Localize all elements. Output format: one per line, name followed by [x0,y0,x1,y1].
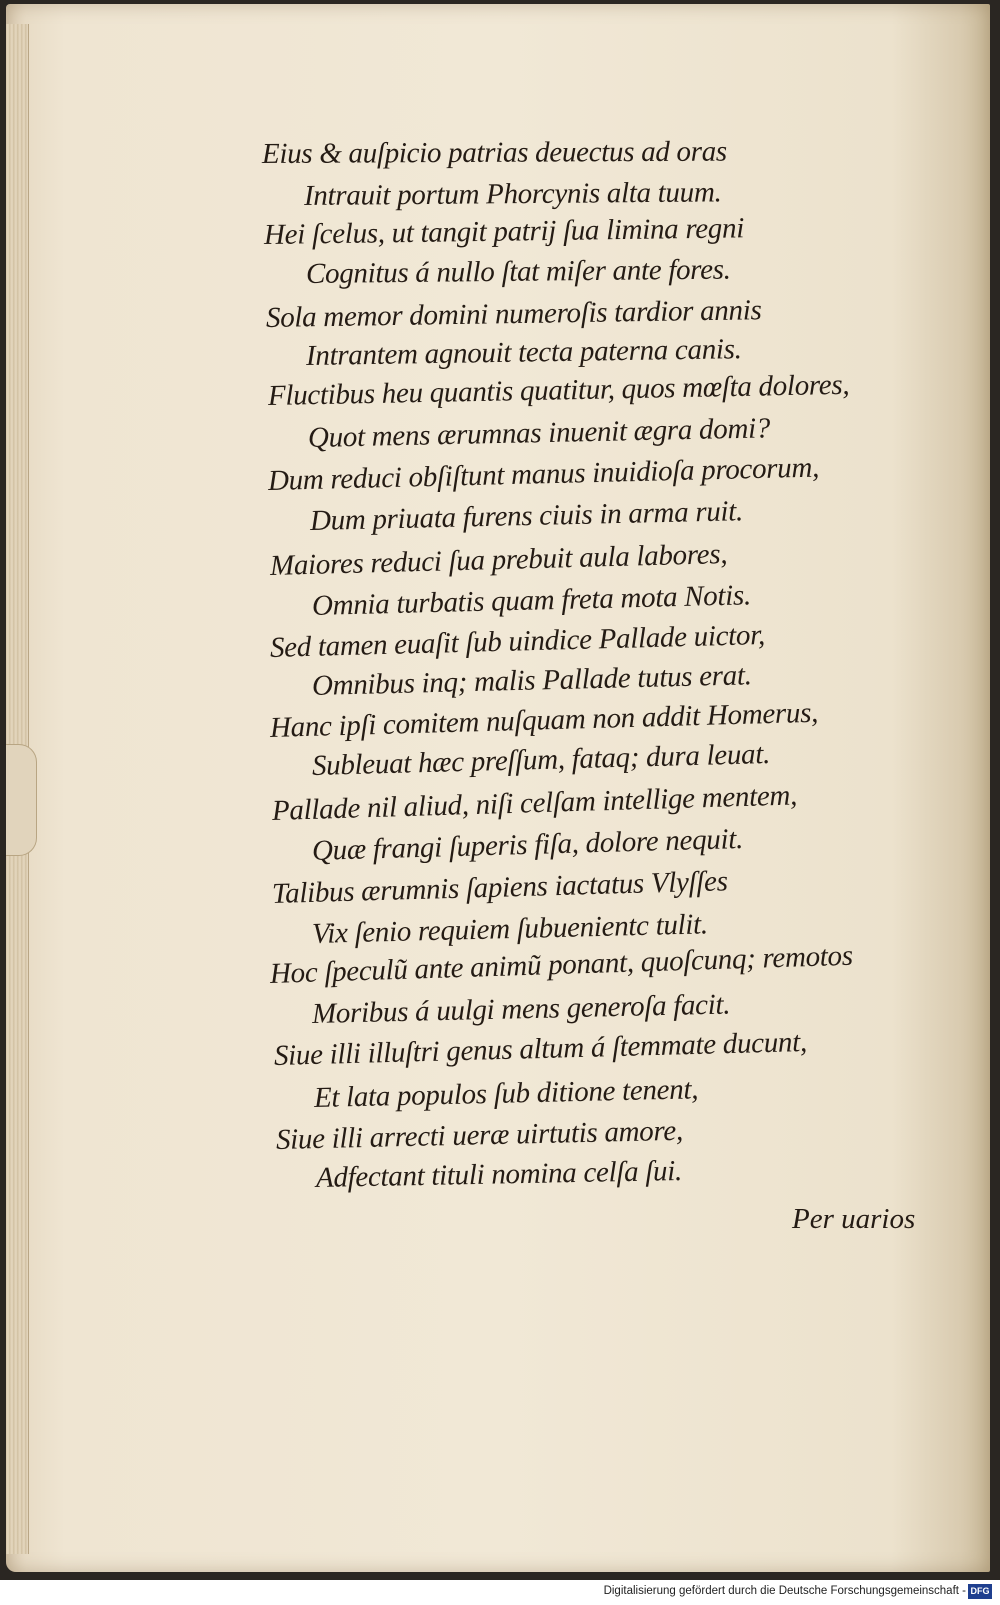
verse-line-23: Siue illi illuſtri genus altum á ſtemmate ducunt, [273,1026,808,1072]
footer-credit: Digitalisierung gefördert durch die Deutsche Forschungsgemeinschaft - [603,1585,966,1597]
verse-line-12: Omnia turbatis quam freta mota Notis. [311,579,752,622]
verse-line-18: Quæ frangi ſuperis fiſa, dolore nequit. [311,822,744,867]
verse-line-14: Omnibus inq; malis Pallade tutus erat. [311,659,752,702]
verse-line-4: Cognitus á nullo ſtat miſer ante fores. [305,253,731,290]
verse-line-9: Dum reduci obſiſtunt manus inuidioſa procorum, [267,451,820,497]
verse-line-16: Subleuat hæc preſſum, fataq; dura leuat. [311,738,771,782]
verse-line-7: Fluctibus heu quantis quatitur, quos mœſta dolores, [267,368,850,412]
verse-line-2: Intrauit portum Phorcynis alta tuum. [303,176,722,212]
verse-line-6: Intrantem agnouit tecta paterna canis. [305,333,742,372]
verse-line-26: Adfectant tituli nomina celſa ſui. [315,1154,683,1194]
verse-line-25: Siue illi arrecti ueræ uirtutis amore, [275,1114,684,1156]
verse-line-11: Maiores reduci ſua prebuit aula labores, [269,538,728,582]
footer-bar [0,1580,1000,1605]
verse-line-22: Moribus á uulgi mens generoſa facit. [311,988,731,1030]
verse-line-24: Et lata populos ſub ditione tenent, [313,1073,699,1114]
verse-line-13: Sed tamen euaſit ſub uindice Pallade uictor, [269,619,766,664]
verse-line-10: Dum priuata furens ciuis in arma ruit. [309,495,744,537]
verse-line-21: Hoc ſpeculũ ante animũ ponant, quoſcunq; remotos [269,939,854,990]
verse-line-17: Pallade nil aliud, niſi celſam intellige mentem, [271,779,798,827]
verse-line-8: Quot mens ærumnas inuenit ægra domi? [307,412,771,454]
verse-line-20: Vix ſenio requiem ſubuenientc tulit. [311,908,709,950]
verse-line-15: Hanc ipſi comitem nuſquam non addit Homerus, [269,696,819,744]
verse-line-1: Eius & auſpicio patrias deuectus ad oras [261,135,727,170]
catchword: Per uarios [792,1203,916,1235]
dfg-logo: DFG [968,1584,992,1599]
verse-line-19: Talibus ærumnis ſapiens iactatus Vlyſſes [271,865,729,910]
verse-line-5: Sola memor domini numeroſis tardior annis [265,294,762,334]
verse-line-3: Hei ſcelus, ut tangit patrij ſua limina regni [263,212,745,251]
